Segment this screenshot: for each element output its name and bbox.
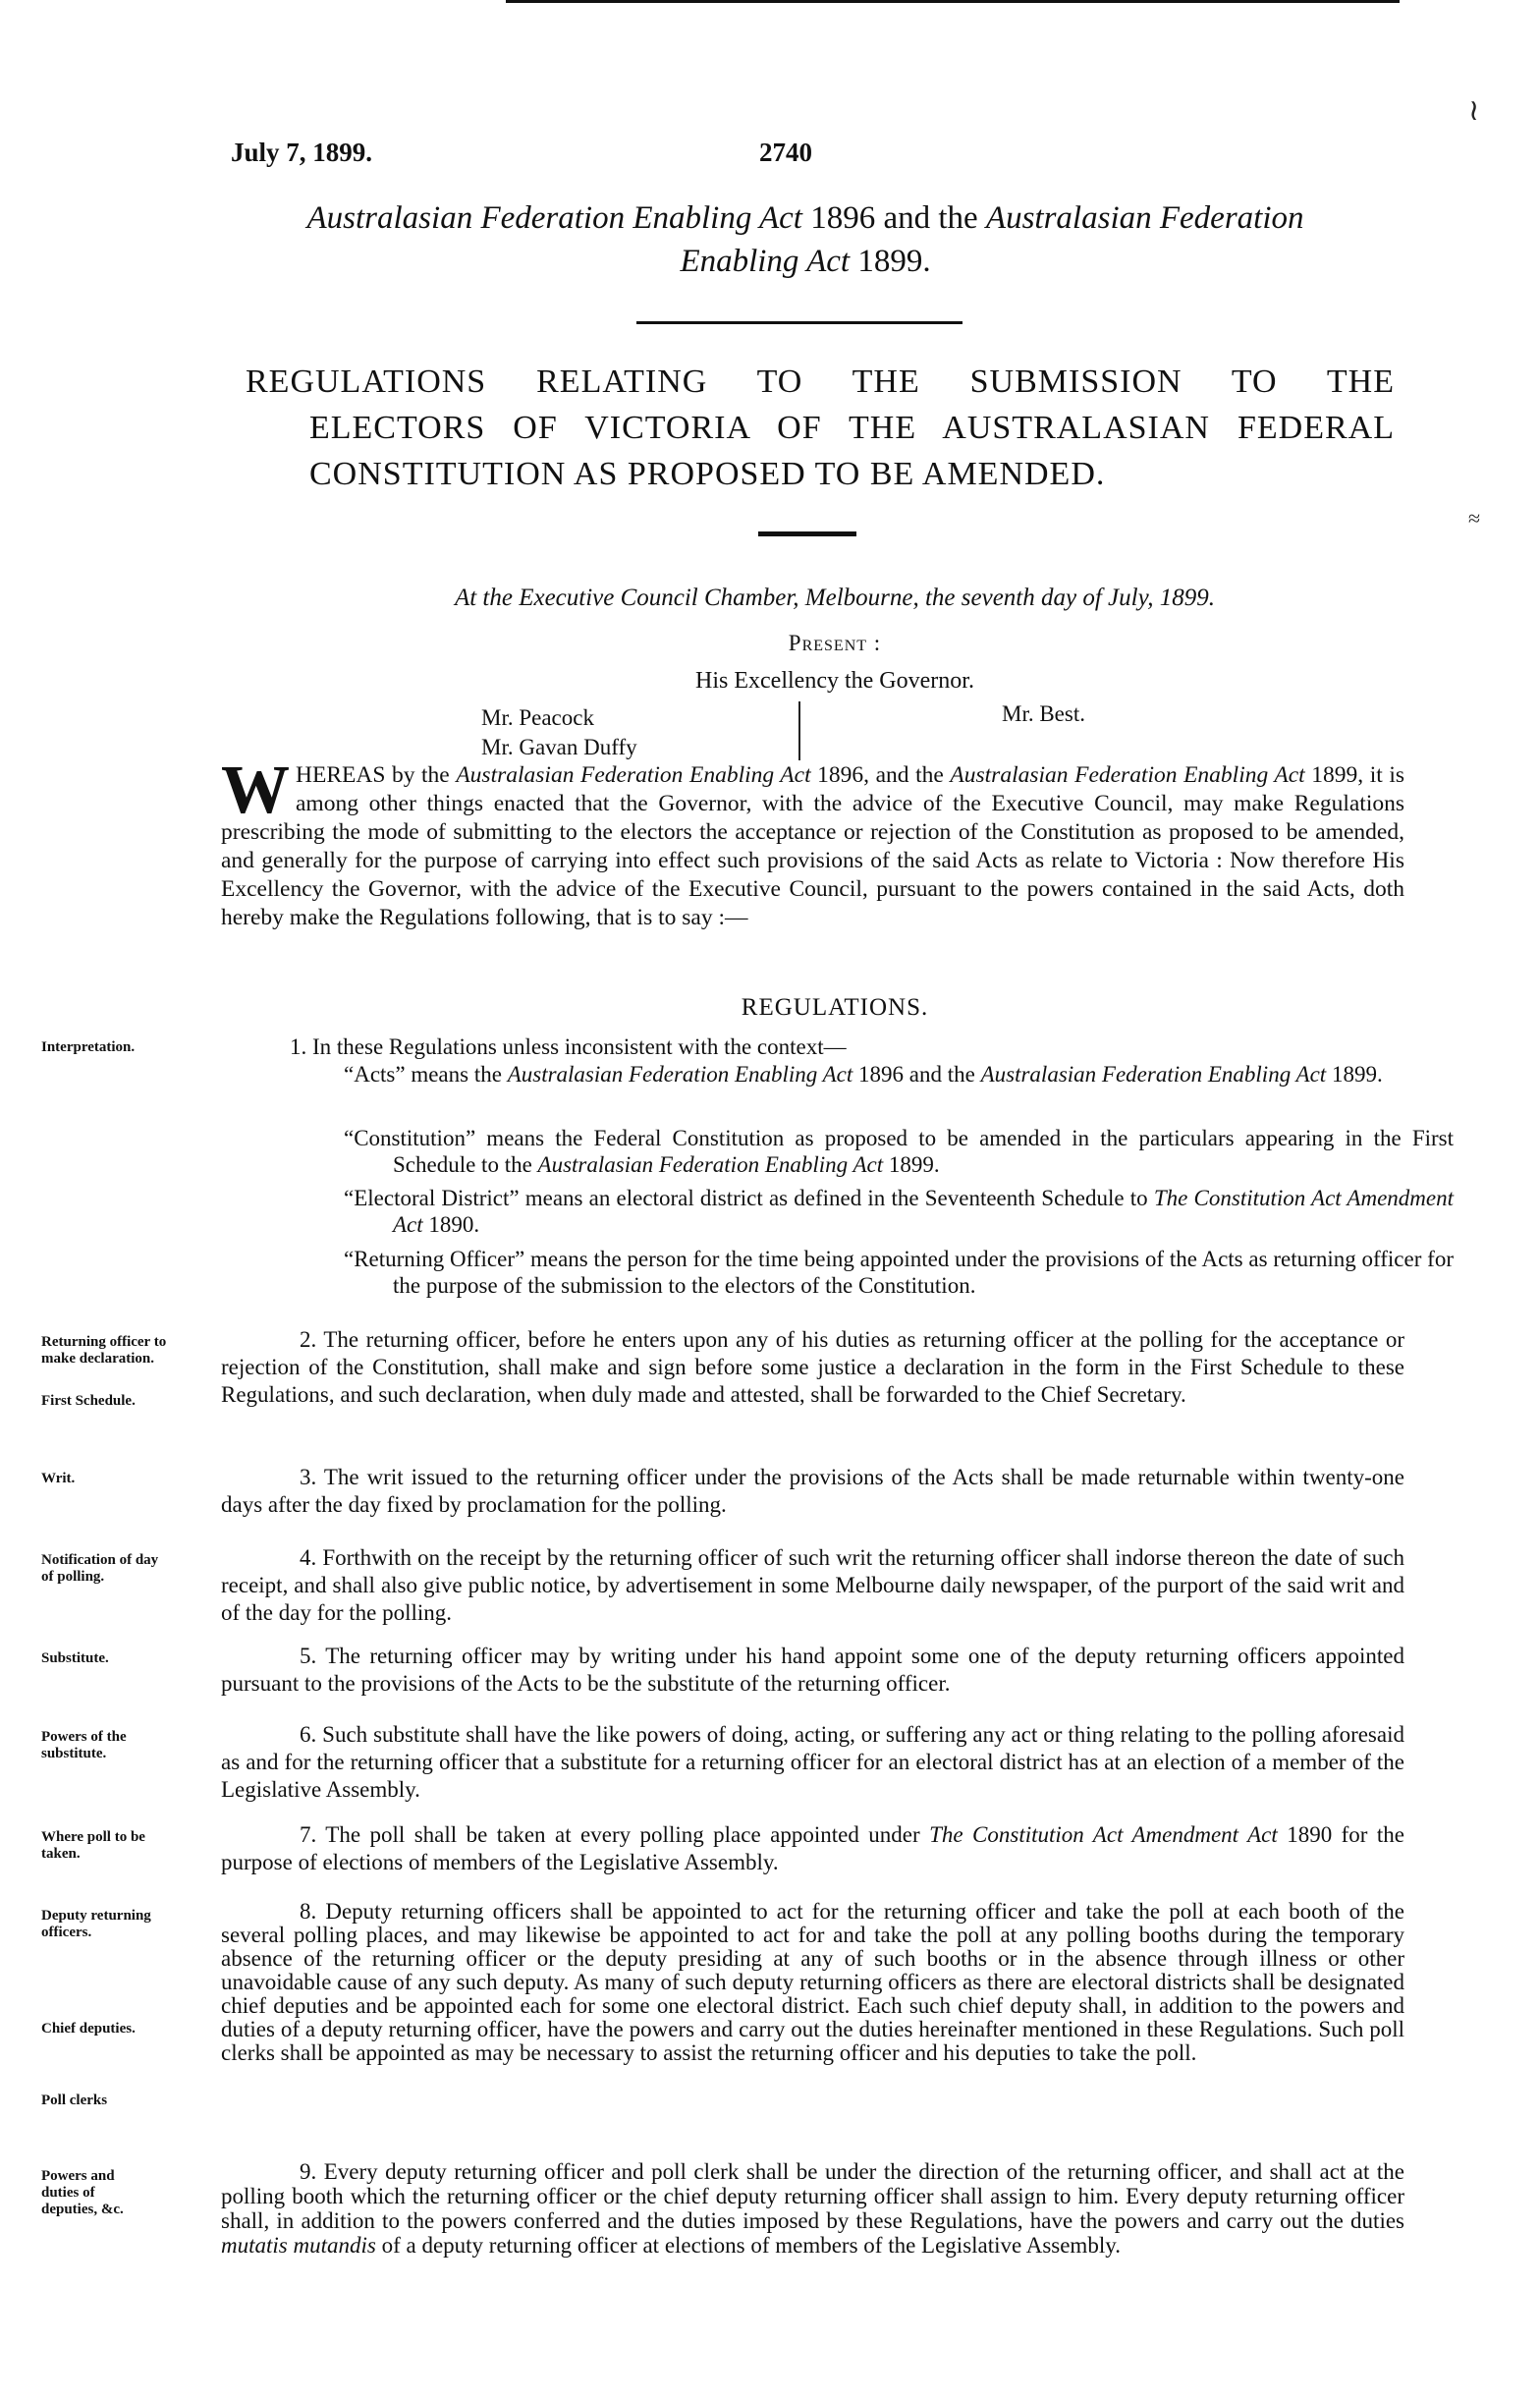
drop-cap: W [221, 753, 290, 828]
regulation-italic: mutatis mutandis [221, 2233, 376, 2258]
definition-italic: The Constitution Act Amendment Act [393, 1186, 1455, 1237]
regulation-1: 1. In these Regulations unless inconsistent with the context— [290, 1034, 847, 1059]
regulation-text: of a deputy returning officer at elections of members of the Legislative Assembly. [375, 2233, 1121, 2258]
side-note: Returning officer to make declaration. [41, 1334, 167, 1367]
members-right [1002, 701, 1085, 727]
definition-text: “Constitution” means the Federal Constitution as proposed to be amended in the particulars appearing in the First Schedule to the [344, 1126, 1454, 1177]
governor-line: His Excellency the Governor. [695, 668, 974, 694]
regulations-title-line-2: ELECTORS OF VICTORIA OF THE AUSTRALASIAN FEDERAL [309, 410, 1395, 446]
regulation-5 [221, 1643, 1404, 1698]
regulation-text: 8. Deputy returning officers shall be appointed to act for the returning officer and take the poll at each booth of the several polling places, and may likewise be appointed to act for and take the poll at any polling booths during the temporary absence of the returning officer or the deputy presiding at any of such booths or in the absence through illness or other unavoidable cause of any such deputy. As many of such deputy returning officers as there are electoral districts shall be designated chief deputies and be appointed each for some one electoral district. Each such chief deputy shall, in addition to the powers and duties of a deputy returning officer, have the powers and carry out the duties hereinafter mentioned in these Regulations. Such poll clerks shall be appointed as may be necessary to assist the returning officer and his deputies to take the poll. [221, 1899, 1404, 2065]
regulation-text: 1890 for the purpose of elections of members of the Legislative Assembly. [221, 1822, 1404, 1874]
scan-top-edge [506, 0, 1400, 3]
preamble-text: 1896, and the [810, 762, 951, 788]
page-number: 2740 [759, 138, 812, 167]
definition-italic: Australasian Federation Enabling Act [537, 1152, 884, 1177]
side-note: First Schedule. [41, 1393, 136, 1409]
page-header [231, 138, 1311, 177]
members-divider [798, 701, 800, 760]
member-name: Mr. Best. [1002, 701, 1085, 726]
regulation-3 [221, 1464, 1404, 1519]
definition-returning-officer [344, 1246, 1454, 1299]
gazette-date: July 7, 1899. [231, 138, 373, 167]
definition-acts [344, 1061, 1454, 1088]
side-note: Powers of the substitute. [41, 1729, 127, 1761]
scan-mark: ≈ [1468, 506, 1481, 530]
side-note: Where poll to be taken. [41, 1829, 145, 1862]
act-title-italic-2: Australasian Federation [985, 200, 1304, 236]
side-note: Interpretation. [41, 1039, 136, 1055]
regulation-4 [221, 1544, 1404, 1627]
regulation-9 [221, 2159, 1404, 2258]
definition-text: “Returning Officer” means the person for the time being appointed under the provisions of the Acts as returning officer for the purpose of the submission to the electors of the Constitution. [344, 1247, 1454, 1298]
regulation-text: 4. Forthwith on the receipt by the returning officer of such writ the returning officer shall indorse thereon the date of such receipt, and shall also give public notice, by advertisement in some Melbourne daily newspaper, of the purport of the said writ and of the day for the polling. [221, 1545, 1404, 1625]
definition-text: 1890. [422, 1212, 480, 1237]
preamble-text: 1899, it is among other things enacted that the Governor, with the advice of the Executive Council, may make Regulations prescribing the mode of submitting to the electors the acceptance or rejection of the Constitution as proposed to be amended, and generally for the purpose of carrying into effect such provisions of the said Acts as relate to Victoria : Now therefore His Excellency the Governor, with the advice of the Executive Council, pursuant to the powers contained in the said Acts, doth hereby make the Regulations following, that is to say :— [221, 762, 1404, 930]
council-place: At the Executive Council Chamber, Melbourne, the seventh day of July, 1899. [454, 585, 1216, 611]
definition-text: “Electoral District” means an electoral district as defined in the Seventeenth Schedule to [344, 1186, 1154, 1210]
definition-text: 1899. [1326, 1062, 1383, 1087]
regulation-text: 3. The writ issued to the returning officer under the provisions of the Acts shall be made returnable within twenty-one days after the day fixed by proclamation for the polling. [221, 1465, 1404, 1517]
regulation-7 [221, 1821, 1404, 1876]
regulations-title-line-1: REGULATIONS RELATING TO THE SUBMISSION TO THE [246, 363, 1395, 400]
regulations-title [246, 359, 1395, 497]
definition-text: “Acts” means the [344, 1062, 508, 1087]
regulations-heading: REGULATIONS. [741, 994, 929, 1021]
regulation-6 [221, 1721, 1404, 1804]
preamble-italic: Australasian Federation Enabling Act [456, 762, 811, 788]
regulation-text: 5. The returning officer may by writing under his hand appoint some one of the deputy returning officers appointed pursuant to the provisions of the Acts to be the substitute of the returning officer. [221, 1644, 1404, 1696]
act-title [226, 196, 1385, 283]
regulation-text: 6. Such substitute shall have the like powers of doing, acting, or suffering any act or thing relating to the polling aforesaid as and for the returning officer that a substitute for a returning officer for an electoral district has at an election of a member of the Legislative Assembly. [221, 1722, 1404, 1802]
regulation-2 [221, 1326, 1404, 1409]
divider-rule [636, 321, 962, 324]
regulation-text: 2. The returning officer, before he enters upon any of his duties as returning officer at the polling for the acceptance or rejection of the Constitution, shall make and sign before some justice a declaration in the form in the First Schedule to these Regulations, and such declaration, when duly made and attested, shall be forwarded to the Chief Secretary. [221, 1327, 1404, 1407]
act-title-italic-3: Enabling Act [680, 244, 851, 279]
definition-text: 1896 and the [852, 1062, 981, 1087]
definition-italic: Australasian Federation Enabling Act [507, 1062, 853, 1087]
members-left [481, 703, 637, 762]
side-note: Deputy returning officers. [41, 1908, 151, 1940]
side-note: Writ. [41, 1471, 76, 1486]
divider-rule-short [758, 531, 856, 536]
definition-italic: Australasian Federation Enabling Act [980, 1062, 1327, 1087]
regulation-italic: The Constitution Act Amendment Act [929, 1822, 1278, 1847]
side-note: Powers and duties of deputies, &c. [41, 2168, 124, 2217]
side-note: Substitute. [41, 1650, 109, 1666]
regulation-text: 9. Every deputy returning officer and poll clerk shall be under the direction of the returning officer, and shall act at the polling booth which the returning officer or the chief deputy returning officer shall assign to him. Every deputy returning officer shall, in addition to the powers conferred and the duties imposed by these Regulations, have the powers and carry out the duties [221, 2159, 1404, 2233]
side-note: Notification of day of polling. [41, 1552, 159, 1585]
preamble-text: HEREAS by the [296, 762, 457, 788]
regulations-title-line-3: CONSTITUTION AS PROPOSED TO BE AMENDED. [309, 456, 1106, 492]
regulation-text: 7. The poll shall be taken at every polling place appointed under [300, 1822, 930, 1847]
side-note: Chief deputies. [41, 2021, 136, 2037]
whereas-preamble [221, 753, 1404, 932]
side-note: Poll clerks [41, 2093, 108, 2108]
member-name: Mr. Gavan Duffy [481, 735, 637, 759]
act-title-text-2: 1899. [850, 244, 931, 279]
regulation-8 [221, 1900, 1404, 2065]
act-title-italic-1: Australasian Federation Enabling Act [306, 200, 802, 236]
definition-electoral-district [344, 1185, 1454, 1238]
preamble-italic: Australasian Federation Enabling Act [950, 762, 1305, 788]
present-label: Present : [788, 631, 882, 655]
scan-mark: ≀ [1468, 94, 1480, 127]
definition-text: 1899. [883, 1152, 940, 1177]
member-name: Mr. Peacock [481, 705, 594, 730]
act-title-text-1: 1896 and the [801, 200, 986, 236]
definition-constitution [344, 1125, 1454, 1178]
